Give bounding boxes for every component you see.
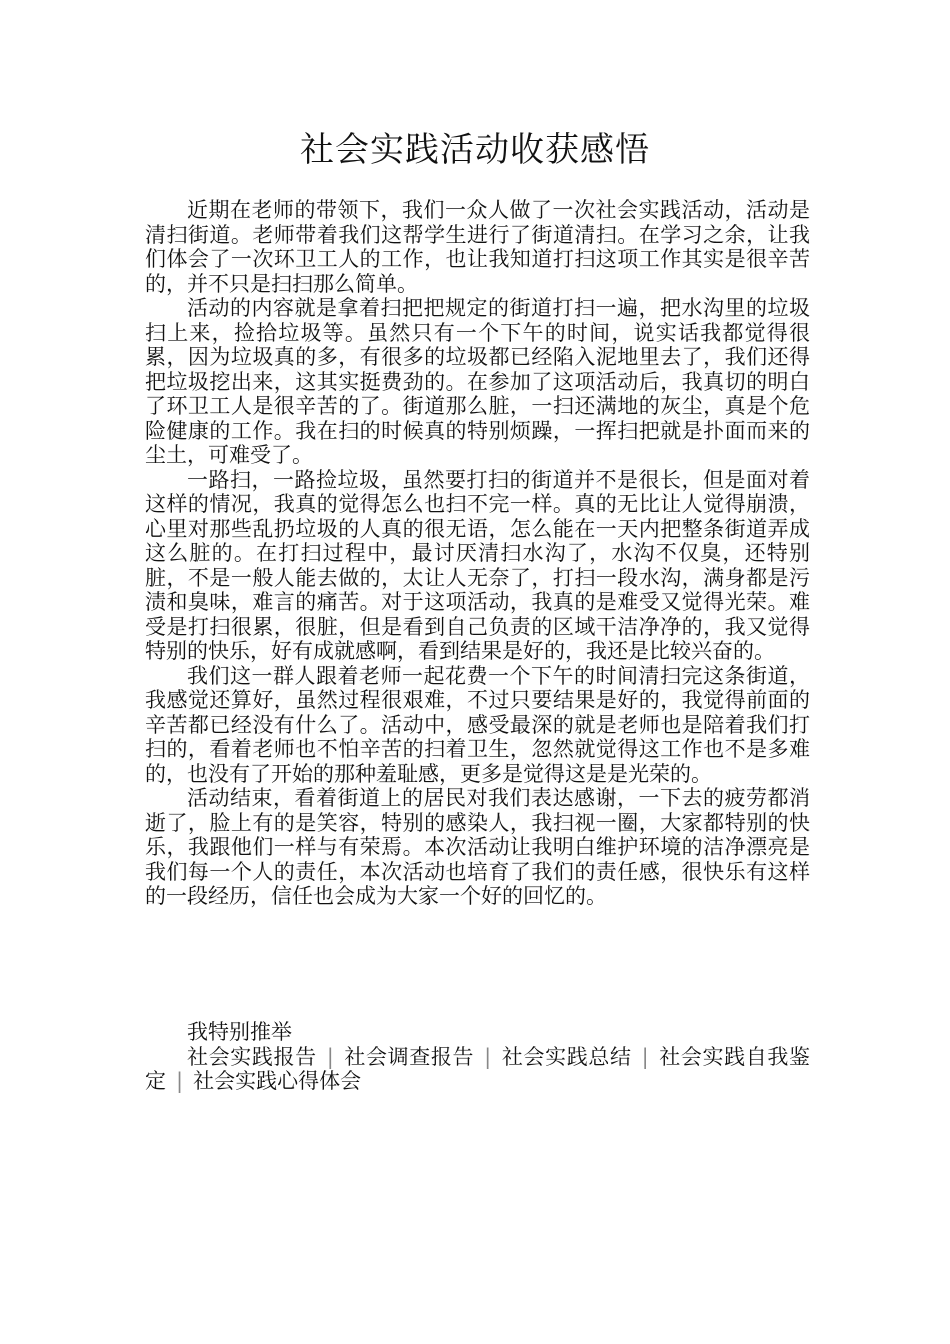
paragraph-2: 活动的内容就是拿着扫把把规定的街道打扫一遍，把水沟里的垃圾扫上来，捡拾垃圾等。虽然只有一个下午的时间，说实话我都觉得很累，因为垃圾真的多，有很多的垃圾都已经陷入泥地里去了，我们还得把垃圾挖出来，这其实挺费劲的。在参加了这项活动后，我真切的明白了环卫工人是很辛苦的了。街道那么脏，一扫还满地的灰尘，真是个危险健康的工作。我在扫的时候真的特别烦躁，一挥扫把就是扑面而来的尘土，可难受了。 [145,296,810,467]
recommend-heading: 我特别推举 [187,1020,292,1044]
link-separator: | [176,1069,184,1093]
recommend-link-reflections[interactable]: 社会实践心得体会 [193,1069,362,1093]
recommend-link-practice-summary[interactable]: 社会实践总结 [501,1044,632,1069]
link-separator: | [641,1044,649,1069]
recommend-link-self-appraisal[interactable]: 社会实践自我鉴定 [145,1044,811,1093]
link-separator: | [484,1044,492,1069]
paragraph-1: 近期在老师的带领下，我们一众人做了一次社会实践活动，活动是清扫街道。老师带着我们这帮学生进行了街道清扫。在学习之余，让我们体会了一次环卫工人的工作，也让我知道打扫这项工作其实是很辛苦的，并不只是扫扫那么简单。 [145,198,810,296]
paragraph-5: 活动结束，看着街道上的居民对我们表达感谢，一下去的疲劳都消逝了，脸上有的是笑容，特别的感染人，我扫视一圈，大家都特别的快乐，我跟他们一样与有荣焉。本次活动让我明白维护环境的洁净漂亮是我们每一个人的责任，本次活动也培育了我们的责任感，很快乐有这样的一段经历，信任也会成为大家一个好的回忆的。 [145,786,810,908]
article-body [145,198,810,909]
recommend-link-practice-report[interactable]: 社会实践报告 [187,1044,317,1069]
recommend-links [145,1045,810,1094]
recommend-section [145,1020,810,1094]
paragraph-3: 一路扫，一路捡垃圾，虽然要打扫的街道并不是很长，但是面对着这样的情况，我真的觉得怎么也扫不完一样。真的无比让人觉得崩溃，心里对那些乱扔垃圾的人真的很无语，怎么能在一天内把整条街道弄成这么脏的。在打扫过程中，最讨厌清扫水沟了，水沟不仅臭，还特别脏，不是一般人能去做的，太让人无奈了，打扫一段水沟，满身都是污渍和臭味，难言的痛苦。对于这项活动，我真的是难受又觉得光荣。难受是打扫很累，很脏，但是看到自己负责的区域干洁净净的，我又觉得特别的快乐，好有成就感啊，看到结果是好的，我还是比较兴奋的。 [145,467,810,663]
paragraph-4: 我们这一群人跟着老师一起花费一个下午的时间清扫完这条街道，我感觉还算好，虽然过程很艰难，不过只要结果是好的，我觉得前面的辛苦都已经没有什么了。活动中，感受最深的就是老师也是陪着我们打扫的，看着老师也不怕辛苦的扫着卫生，忽然就觉得这工作也不是多难的，也没有了开始的那种羞耻感，更多是觉得这是是光荣的。 [145,663,810,786]
link-separator: | [326,1044,334,1069]
recommend-link-survey-report[interactable]: 社会调查报告 [343,1044,475,1069]
page-title: 社会实践活动收获感悟 [300,130,650,170]
